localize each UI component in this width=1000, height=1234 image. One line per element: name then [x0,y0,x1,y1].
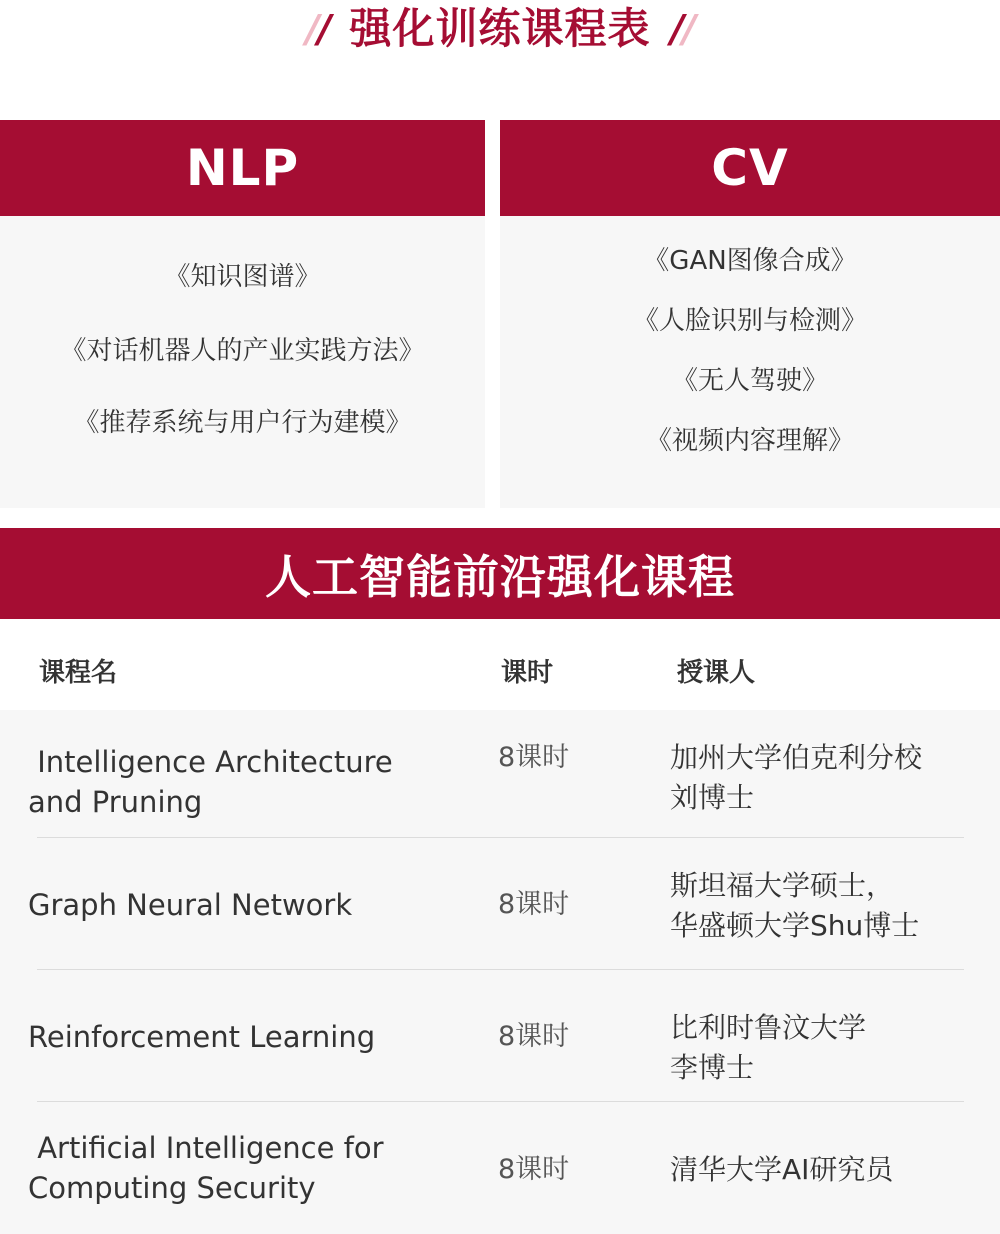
nlp-course-item: 《对话机器人的产业实践方法》 [60,336,425,366]
course-name-line: Computing Security [28,1171,316,1205]
course-name [28,1128,468,1208]
course-name [28,885,468,925]
column-header-hours: 课时 [501,658,554,688]
cv-course-item: 《人脸识别与检测》 [632,306,867,336]
slash-decoration-left-icon: // [305,7,330,51]
table-row [0,838,1000,969]
course-table [0,710,1000,1234]
frontier-heading: 人工智能前沿强化课程 [0,528,1000,619]
teacher-line: 比利时鲁汶大学 [670,1011,867,1044]
course-name-line: Artificial Intelligence for [28,1131,384,1165]
slash-decoration-right-icon: // [670,7,695,51]
teacher-line: 李博士 [670,1051,755,1084]
table-row [0,970,1000,1101]
course-name-line: and Pruning [28,785,203,819]
course-hours: 8课时 [498,889,570,920]
course-name-line: Graph Neural Network [28,888,353,922]
course-name-line: Reinforcement Learning [28,1020,376,1054]
teacher-line: 加州大学伯克利分校 [670,741,923,774]
course-name [28,1017,468,1057]
course-teacher [670,1008,970,1088]
cv-panel [500,120,1000,508]
teacher-line: 刘博士 [670,781,755,814]
course-teacher [670,738,970,818]
course-name-line: Intelligence Architecture [28,745,393,779]
course-teacher [670,866,970,946]
table-row [0,710,1000,837]
cv-course-item: 《视频内容理解》 [645,426,854,456]
cv-course-item: 《GAN图像合成》 [643,246,857,276]
teacher-line: 斯坦福大学硕士， [670,869,895,902]
course-hours: 8课时 [498,742,570,773]
cv-course-item: 《无人驾驶》 [671,366,828,396]
nlp-course-item: 《推荐系统与用户行为建模》 [73,408,412,438]
page-title: 强化训练课程表 [349,4,651,53]
course-name [28,742,468,822]
teacher-line: 清华大学AI研究员 [670,1153,894,1186]
teacher-line: 华盛顿大学Shu博士 [670,909,920,942]
table-row [0,1102,1000,1234]
nlp-heading: NLP [0,120,485,216]
course-hours: 8课时 [498,1021,570,1052]
course-hours: 8课时 [498,1154,570,1185]
nlp-course-item: 《知识图谱》 [164,262,321,292]
column-header-course: 课程名 [39,658,118,688]
course-teacher [670,1150,970,1190]
cv-heading: CV [500,120,1000,216]
page-header [0,0,1000,58]
nlp-panel [0,120,485,508]
column-header-teacher: 授课人 [677,658,756,688]
